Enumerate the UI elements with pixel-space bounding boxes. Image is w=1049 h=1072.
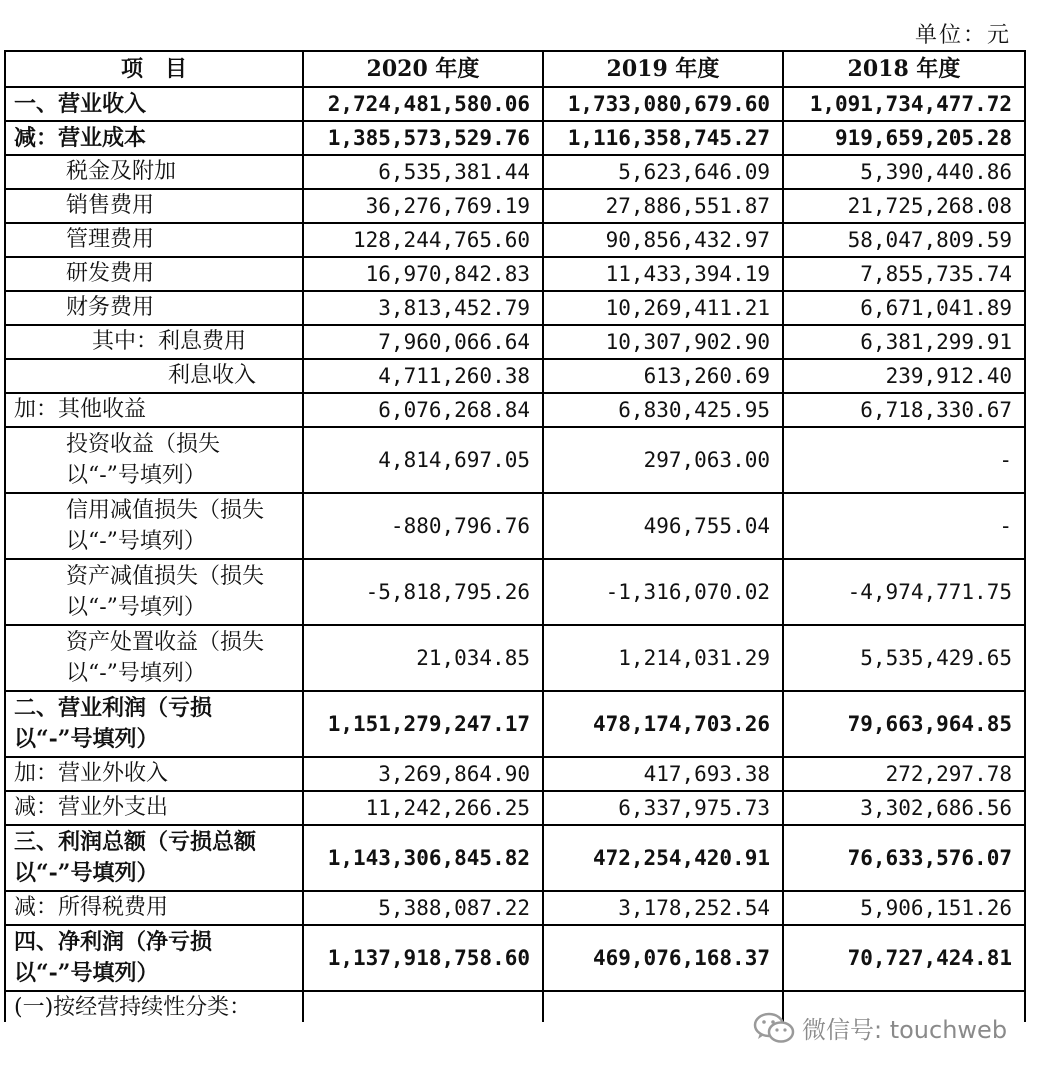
value-2020: 16,970,842.83 [303,257,543,291]
value-2019: 613,260.69 [543,359,783,393]
value-2020: 128,244,765.60 [303,223,543,257]
value-2019: 5,623,646.09 [543,155,783,189]
row-label: 投资收益（损失以“-”号填列） [5,427,303,493]
value-2019: -1,316,070.02 [543,559,783,625]
value-2018: 5,906,151.26 [783,891,1025,925]
table-row [5,691,1025,757]
value-2018: - [783,493,1025,559]
value-2019 [543,991,783,1025]
value-2020: 36,276,769.19 [303,189,543,223]
row-label: 减：营业成本 [5,121,303,155]
value-2018: 6,718,330.67 [783,393,1025,427]
value-2019: 6,830,425.95 [543,393,783,427]
value-2019: 10,307,902.90 [543,325,783,359]
table-row [5,493,1025,559]
table-row [5,559,1025,625]
value-2019: 478,174,703.26 [543,691,783,757]
table-row [5,427,1025,493]
value-2019: 1,116,358,745.27 [543,121,783,155]
value-2018: 6,381,299.91 [783,325,1025,359]
value-2019: 90,856,432.97 [543,223,783,257]
table-row [5,359,1025,393]
value-2018: -4,974,771.75 [783,559,1025,625]
table-row [5,155,1025,189]
row-label: 税金及附加 [5,155,303,189]
row-label: 三、利润总额（亏损总额以“-”号填列） [5,825,303,891]
table-row [5,891,1025,925]
header-2020: 2020 年度 [303,51,543,87]
value-2020 [303,991,543,1025]
value-2020: 11,242,266.25 [303,791,543,825]
row-label: 一、营业收入 [5,87,303,121]
watermark-text: 微信号: touchweb [802,1016,1008,1044]
row-label: 减：营业外支出 [5,791,303,825]
table-row [5,825,1025,891]
wechat-logo-icon [752,1011,796,1045]
value-2020: 1,385,573,529.76 [303,121,543,155]
value-2018: 1,091,734,477.72 [783,87,1025,121]
value-2018: 7,855,735.74 [783,257,1025,291]
row-label: 减：所得税费用 [5,891,303,925]
row-label: 资产处置收益（损失以“-”号填列） [5,625,303,691]
unit-label: 单位：元 [914,23,1011,48]
value-2018: 272,297.78 [783,757,1025,791]
value-2020: 3,269,864.90 [303,757,543,791]
value-2019: 3,178,252.54 [543,891,783,925]
table-row [5,325,1025,359]
table-row [5,757,1025,791]
value-2020: 5,388,087.22 [303,891,543,925]
value-2020: -880,796.76 [303,493,543,559]
value-2019: 27,886,551.87 [543,189,783,223]
value-2020: 1,151,279,247.17 [303,691,543,757]
value-2019: 1,214,031.29 [543,625,783,691]
value-2018: 6,671,041.89 [783,291,1025,325]
value-2020: 21,034.85 [303,625,543,691]
value-2020: 2,724,481,580.06 [303,87,543,121]
row-label: 加：其他收益 [5,393,303,427]
table-row [5,87,1025,121]
value-2019: 1,733,080,679.60 [543,87,783,121]
value-2020: 4,814,697.05 [303,427,543,493]
header-2019: 2019 年度 [543,51,783,87]
row-label: 销售费用 [5,189,303,223]
value-2018: 79,663,964.85 [783,691,1025,757]
header-2018: 2018 年度 [783,51,1025,87]
value-2019: 496,755.04 [543,493,783,559]
row-label: 管理费用 [5,223,303,257]
value-2019: 10,269,411.21 [543,291,783,325]
value-2018: 239,912.40 [783,359,1025,393]
value-2020: 6,535,381.44 [303,155,543,189]
value-2018: 5,535,429.65 [783,625,1025,691]
value-2020: -5,818,795.26 [303,559,543,625]
income-statement-table [4,50,1026,1026]
table-row [5,393,1025,427]
row-label: 其中：利息费用 [5,325,303,359]
value-2019: 6,337,975.73 [543,791,783,825]
value-2018: 70,727,424.81 [783,925,1025,991]
table-row [5,625,1025,691]
value-2019: 469,076,168.37 [543,925,783,991]
value-2018: 5,390,440.86 [783,155,1025,189]
row-label: 财务费用 [5,291,303,325]
value-2019: 11,433,394.19 [543,257,783,291]
value-2018: 21,725,268.08 [783,189,1025,223]
table-row [5,791,1025,825]
value-2020: 1,137,918,758.60 [303,925,543,991]
value-2018: 58,047,809.59 [783,223,1025,257]
value-2018: - [783,427,1025,493]
row-label: 研发费用 [5,257,303,291]
value-2020: 7,960,066.64 [303,325,543,359]
row-label: 利息收入 [5,359,303,393]
value-2019: 297,063.00 [543,427,783,493]
table-row [5,189,1025,223]
table-row [5,925,1025,991]
row-label: 二、营业利润（亏损以“-”号填列） [5,691,303,757]
value-2018: 3,302,686.56 [783,791,1025,825]
value-2020: 6,076,268.84 [303,393,543,427]
row-label: 四、净利润（净亏损以“-”号填列） [5,925,303,991]
watermark [752,1010,1007,1045]
value-2019: 417,693.38 [543,757,783,791]
row-label: 资产减值损失（损失以“-”号填列） [5,559,303,625]
row-label: (一)按经营持续性分类： [5,991,303,1025]
value-2020: 4,711,260.38 [303,359,543,393]
table-row [5,257,1025,291]
row-label: 加：营业外收入 [5,757,303,791]
table-header-row [5,51,1025,87]
value-2018: 919,659,205.28 [783,121,1025,155]
header-item: 项 目 [5,51,303,87]
value-2020: 3,813,452.79 [303,291,543,325]
table-row [5,121,1025,155]
table-row [5,291,1025,325]
value-2020: 1,143,306,845.82 [303,825,543,891]
table-row [5,223,1025,257]
value-2019: 472,254,420.91 [543,825,783,891]
value-2018: 76,633,576.07 [783,825,1025,891]
row-label: 信用减值损失（损失以“-”号填列） [5,493,303,559]
